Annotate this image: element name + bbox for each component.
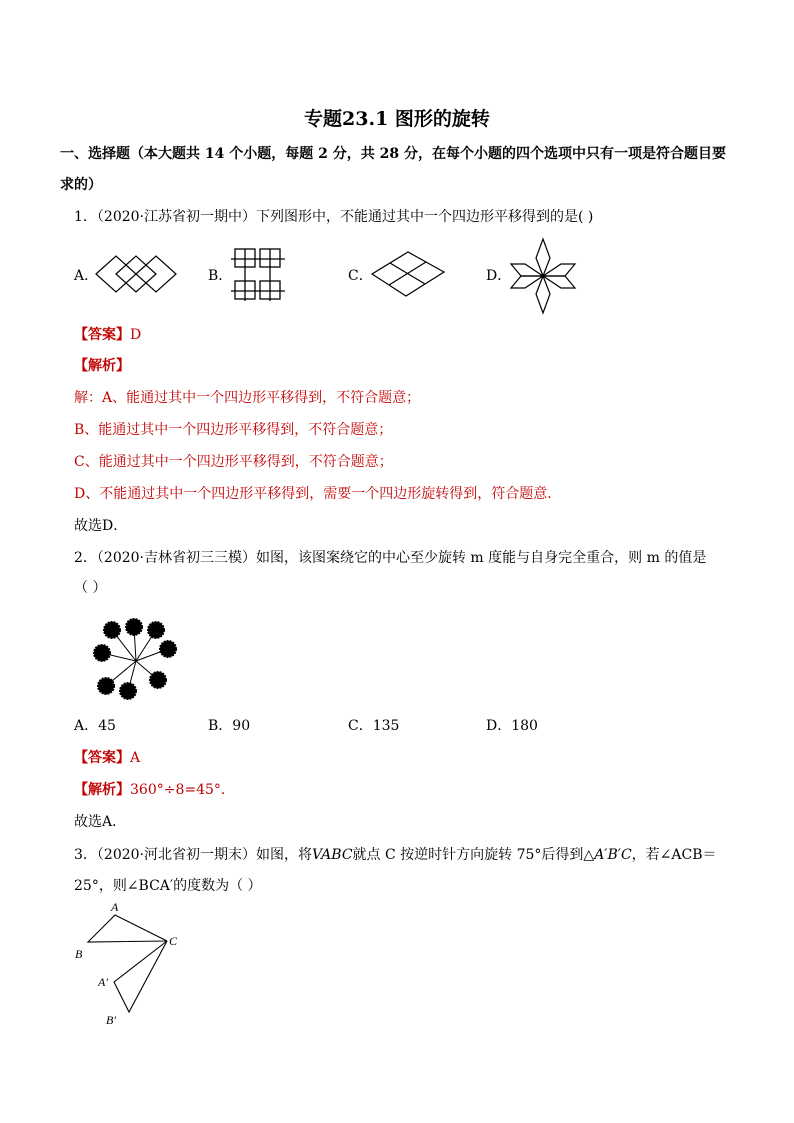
q1-option-c-label: C． bbox=[348, 268, 373, 284]
q2-answer-value: A bbox=[130, 750, 141, 766]
q2-option-d: D．180 bbox=[486, 718, 538, 734]
q2-conclusion: 故选A． bbox=[74, 814, 127, 830]
q2-option-b: B．90 bbox=[208, 718, 251, 734]
q1-analysis-line: B、能通过其中一个四边形平移得到，不符合题意； bbox=[74, 422, 393, 438]
q1-analysis-label: 【解析】 bbox=[74, 358, 130, 374]
q3-label-b: B bbox=[75, 947, 83, 961]
q1-analysis-line: C、能通过其中一个四边形平移得到，不符合题意； bbox=[74, 454, 393, 470]
q1-analysis-line: 解：A、能通过其中一个四边形平移得到，不符合题意； bbox=[74, 390, 421, 406]
q1-conclusion: 故选D． bbox=[74, 518, 128, 534]
q3-label-c: C bbox=[169, 934, 178, 948]
q3-triangle-abc: VABC bbox=[312, 847, 353, 863]
q2-flower-pattern-figure bbox=[88, 616, 188, 706]
q3-stem-part-b: 就点 C 按逆时针方向旋转 75°后得到 bbox=[352, 847, 584, 863]
q3-label-b-prime: B′ bbox=[106, 1013, 116, 1027]
q2-analysis bbox=[74, 780, 225, 800]
q3-rotation-figure bbox=[70, 898, 200, 1030]
section-heading-line1: 一、选择题（本大题共 14 个小题，每题 2 分，共 28 分，在每个小题的四个选项中只有一项是符合题目要 bbox=[60, 146, 726, 162]
q2-answer bbox=[74, 748, 140, 768]
q1-option-a-figure bbox=[94, 254, 184, 294]
section-heading-line2: 求的） bbox=[60, 177, 102, 193]
q2-answer-label: 【答案】 bbox=[74, 750, 130, 766]
q3-stem-part-c: ，若∠ACB＝ bbox=[631, 847, 717, 863]
q2-stem: 2．（2020·吉林省初三三模）如图，该图案绕它的中心至少旋转 m 度能与自身完全重合，则 m 的值是 bbox=[74, 550, 707, 566]
q1-answer bbox=[74, 325, 141, 345]
q1-option-d-figure bbox=[508, 236, 578, 316]
q3-stem-part-a: 3．（2020·河北省初一期末）如图，将 bbox=[74, 847, 312, 863]
page-title: 专题23.1 图形的旋转 bbox=[304, 108, 490, 130]
q1-analysis-line: D、不能通过其中一个四边形平移得到，需要一个四边形旋转得到，符合题意． bbox=[74, 486, 562, 502]
q1-option-c-figure bbox=[370, 250, 450, 298]
q1-answer-label: 【答案】 bbox=[74, 327, 130, 343]
q1-option-b-label: B． bbox=[208, 268, 233, 284]
q1-option-d-label: D． bbox=[486, 268, 512, 284]
q2-analysis-label: 【解析】 bbox=[74, 782, 130, 798]
q2-analysis-value: 360°÷8=45°. bbox=[130, 782, 226, 798]
q3-stem bbox=[74, 845, 717, 865]
q3-stem-line2: 25°，则∠BCA′的度数为（ ） bbox=[74, 878, 262, 894]
q3-label-a: A bbox=[111, 900, 119, 914]
q1-stem: 1．（2020·江苏省初一期中）下列图形中，不能通过其中一个四边形平移得到的是( ) bbox=[74, 209, 594, 225]
q1-option-a-label: A． bbox=[74, 268, 99, 284]
q3-label-a-prime: A′ bbox=[98, 975, 108, 989]
q2-option-c: C．135 bbox=[348, 718, 400, 734]
q2-option-a: A．45 bbox=[74, 718, 116, 734]
q1-option-b-figure bbox=[230, 247, 290, 303]
q3-triangle-a2b2c: △A′B′C bbox=[583, 847, 632, 863]
q1-answer-value: D bbox=[130, 327, 142, 343]
q2-paren: （ ） bbox=[74, 580, 107, 596]
